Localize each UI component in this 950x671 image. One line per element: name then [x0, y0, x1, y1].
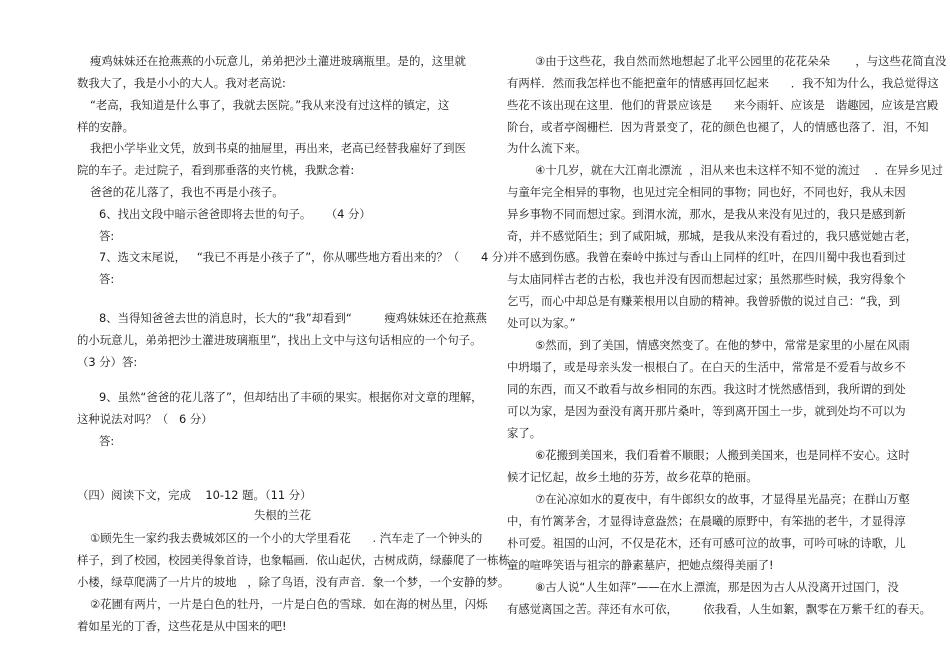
text-line: ①顾先生一家约我去费城郊区的一个小的大学里看花 . 汽车走了一个钟头的: [90, 531, 483, 545]
text-line: 并不感到伤感。我曾在秦岭中拣过与香山上同样的红叶，在四川蜀中我也看到过: [507, 250, 906, 264]
text-line: 有感觉离国之苦。萍还有水可依， 依我看，人生如絮，飘零在万紫千红的春天。: [507, 602, 932, 616]
text-line: “老高，我知道是什么事了，我就去医院。”我从来没有过这样的镇定，这: [90, 98, 450, 112]
text-line: 有两样．然而我怎样也不能把童年的情感再回忆起来 ．我不知为什么，我总觉得这: [507, 76, 939, 90]
text-line: 小楼，绿草爬满了一片片的坡地 ，除了鸟语，没有声音．象一个梦，一个安静的梦。: [77, 575, 510, 589]
answer-label: 答:: [99, 434, 115, 448]
text-line: 奇，并不感觉陌生；到了咸阳城，那城，是我从来没有看过的，我只感觉她古老，: [507, 229, 918, 243]
text-line: ⑧古人说“人生如萍”——在水上漂流，那是因为古人从没离开过国门，没: [535, 580, 899, 594]
text-line: 的小玩意儿，弟弟把沙土灌进玻璃瓶里”，找出上文中与这句话相应的一个句子。: [77, 333, 482, 347]
article-title: 失根的兰花: [254, 508, 311, 522]
text-line: 爸爸的花儿落了，我也不再是小孩子。: [90, 185, 284, 199]
answer-label: 答:: [99, 272, 115, 286]
question-8: 8、当得知爸爸去世的消息时，长大的“我”却看到“ 瘦鸡妹妹还在抢燕燕: [99, 311, 487, 325]
text-line: 数我大了，我是小小的大人。我对老高说:: [77, 76, 286, 90]
text-line: 这种说法对吗？（ 6 分）: [77, 412, 213, 426]
text-line: 院的车子。走过院子，看到那垂落的夹竹桃，我默念着:: [77, 163, 355, 177]
text-line: 样子，到了校园，校园美得象首诗，也象幅画．依山起伏，古树成荫，绿藤爬了一栋栋: [77, 553, 510, 567]
text-line: 瘦鸡妹妹还在抢燕燕的小玩意儿，弟弟把沙土灌进玻璃瓶里。是的，这里就: [90, 54, 466, 68]
text-line: 些花不该出现在这里．他们的背景应该是 来今雨轩、应该是 谐趣园，应该是宫殿: [507, 98, 939, 112]
text-line: ⑥花搬到美国来，我们看着不顺眼；人搬到美国来，也是同样不安心。这时: [535, 448, 910, 462]
text-line: 中，有竹篱茅舍，才显得诗意盎然；在晨曦的原野中，有笨拙的老牛，才显得淳: [507, 514, 906, 528]
text-line: 可以为家，是因为蚕没有离开那片桑叶，等到离开国土一步，就到处均不可以为: [507, 404, 906, 418]
text-line: ②花圃有两片，一片是白色的牡丹，一片是白色的雪球．如在海的树丛里，闪烁: [90, 597, 488, 611]
text-line: 乞丐，而心中却总是有赚莱根用以自励的精神。我曾骄傲的说过自己：“我，到: [507, 294, 901, 308]
text-line: 着如星光的丁香，这些花是从中国来的吧!: [77, 619, 287, 633]
answer-label: 答:: [99, 229, 115, 243]
text-line: 同的东西，而又不敢看与故乡相同的东西。我这时才恍然感悟到，我所谓的到处: [507, 382, 906, 396]
text-line: ③由于这些花，我自然而然地想起了北平公园里的花花朵朵 ，与这些花简直没: [535, 54, 947, 68]
text-line: 为什么流下来。: [507, 141, 587, 155]
text-line: ⑤然而，到了美国，情感突然变了。在他的梦中，常常是家里的小屋在风雨: [535, 338, 910, 352]
text-line: ⑦在沁凉如水的夏夜中，有牛郎织女的故事，才显得星光晶亮；在群山万壑: [535, 492, 910, 506]
text-line: 朴可爱。祖国的山河，不仅是花木，还有可感可泣的故事，可吟可咏的诗歌，儿: [507, 536, 906, 550]
text-line: 与童年完全相异的事物，也见过完全相同的事物；同也好，不同也好，我从未因: [507, 185, 906, 199]
text-line: 中坍塌了，或是母亲头发一根根白了。在白天的生活中，常常是不爱看与故乡不: [507, 360, 906, 374]
text-line: 候才记忆起，故乡土地的芬芳，故乡花草的艳丽。: [507, 470, 758, 484]
text-line: 样的安静。: [77, 120, 134, 134]
text-line: 我把小学毕业文凭，放到书桌的抽屉里，再出来，老高已经替我雇好了到医: [90, 141, 466, 155]
text-line: 家了。: [507, 426, 542, 440]
question-9: 9、虽然“爸爸的花儿落了”，但却结出了丰硕的果实。根据你对文章的理解，: [99, 390, 483, 404]
question-7: 7、选文末尾说， “我已不再是小孩子了”，你从哪些地方看出来的？（ 4 分）: [99, 250, 515, 264]
text-line: 与太庙同样古老的古松，我也并没有因而想起过家；虽然那些时候，我穷得象个: [507, 272, 906, 286]
section-heading: （四）阅读下文，完成 10-12 题。（11 分）: [77, 488, 312, 502]
text-line: ④十几岁，就在大江南北漂流 ，泪从来也未这样不知不觉的流过 ．在异乡见过: [535, 163, 943, 177]
text-line: （3 分）答:: [77, 355, 138, 369]
text-line: 阶台，或者亭阁栅栏．因为背景变了，花的颜色也褪了，人的情感也落了．泪，不知: [507, 120, 929, 134]
text-line: 童的喧哗笑语与祖宗的静素墓庐，把她点缀得美丽了!: [507, 558, 774, 572]
question-6: 6、找出文段中暗示爸爸即将去世的句子。 （4 分）: [99, 207, 371, 221]
text-line: 异乡事物不同而想过家。到渭水流，那水，是我从来没有见过的，我只是感到新: [507, 207, 906, 221]
text-line: 处可以为家。”: [507, 316, 576, 330]
